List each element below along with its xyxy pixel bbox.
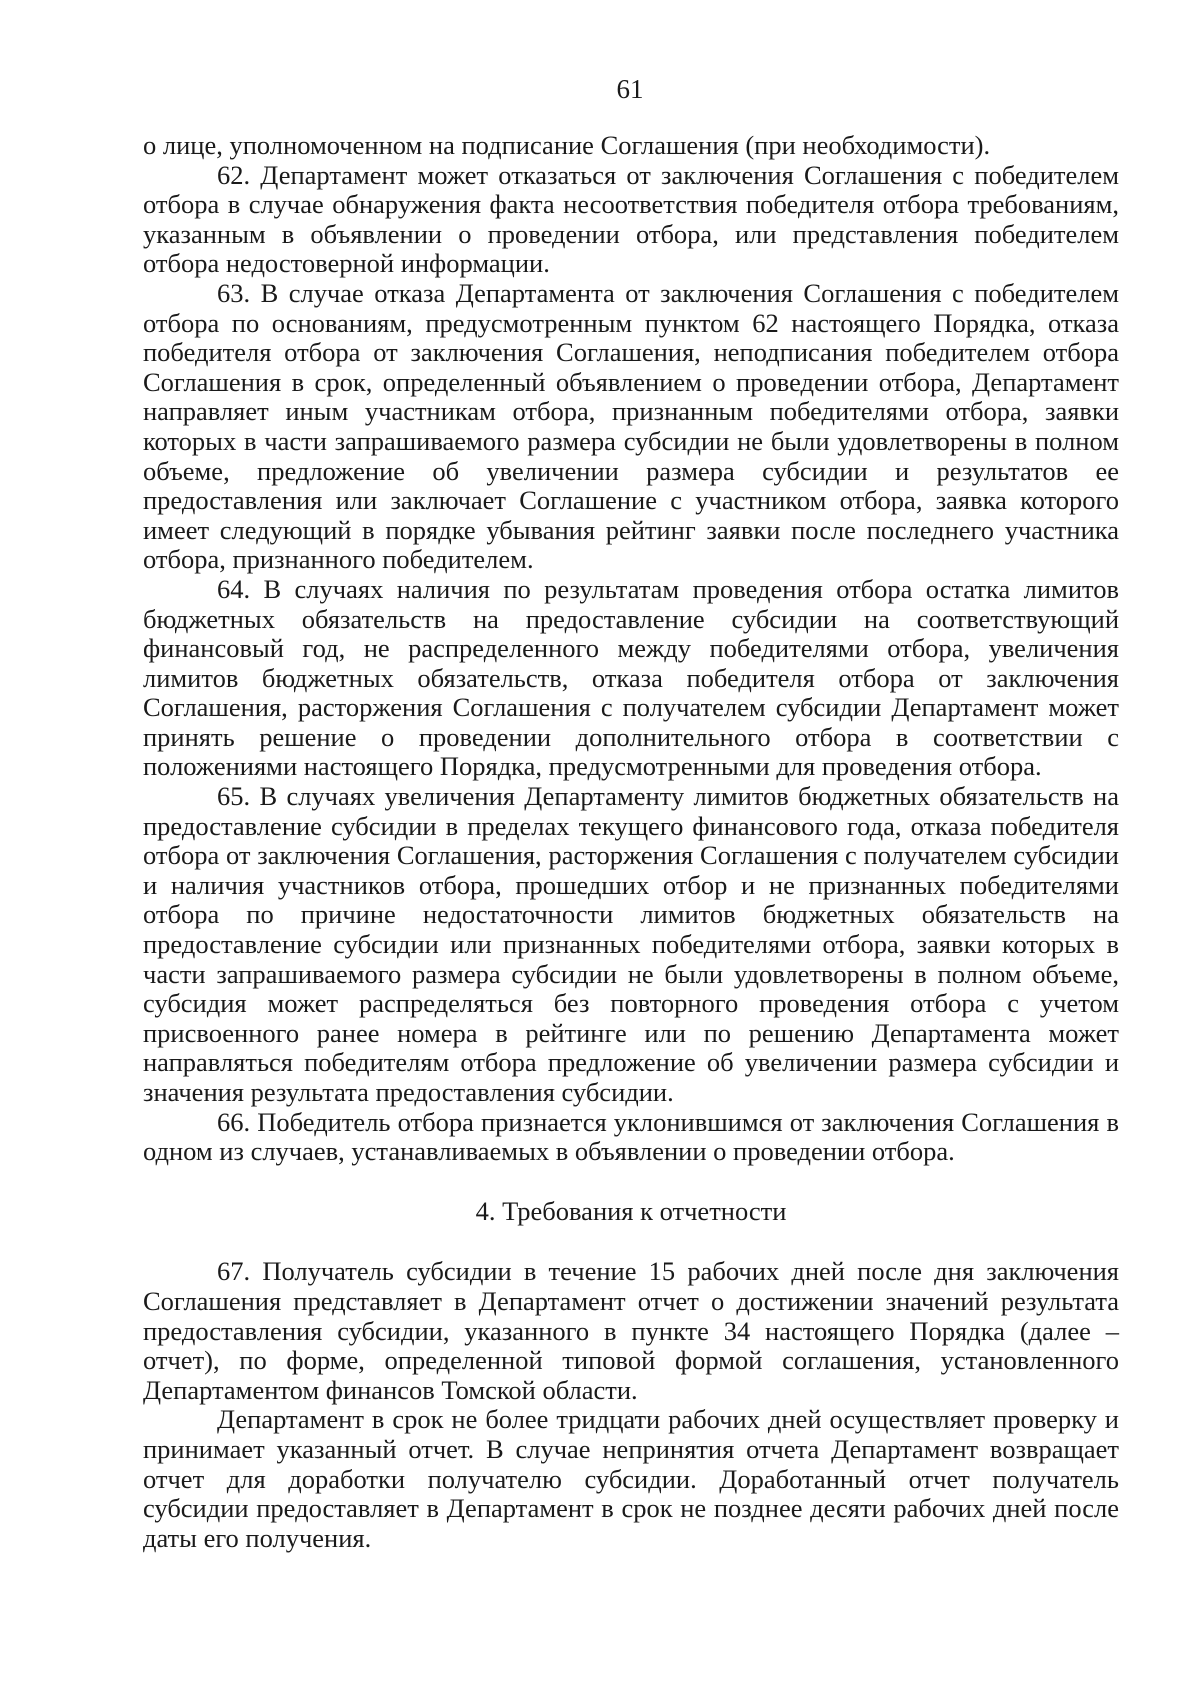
paragraph-64: 64. В случаях наличия по результатам проведения отбора остатка лимитов бюджетных обязательств на предоставление субсидии на соответствующий финансовый год, не распределенного между победителями отбора, увеличения лимитов бюджетных обязательств, отказа победителя отбора от заключения Соглашения, расторжения Соглашения с получателем субсидии Департамент может принять решение о проведении дополнительного отбора в соответствии с положениями настоящего Порядка, предусмотренными для проведения отбора. (143, 573, 1119, 782)
document-body (143, 131, 1119, 1553)
paragraph-continuation: о лице, уполномоченном на подписание Соглашения (при необходимости). (143, 130, 991, 160)
paragraph-65: 65. В случаях увеличения Департаменту лимитов бюджетных обязательств на предоставление субсидии в пределах текущего финансового года, отказа победителя отбора от заключения Соглашения, расторжения Соглашения с получателем субсидии и наличия участников отбора, прошедших отбор и не признанных победителями отбора по причине недостаточности лимитов бюджетных обязательств на предоставление субсидии или признанных победителями отбора, заявки которых в части запрашиваемого размера субсидии не были удовлетворены в полном объеме, субсидия может распределяться без повторного проведения отбора с учетом присвоенного ранее номера в рейтинге или по решению Департамента может направляться победителям отбора предложение об увеличении размера субсидии и значения результата предоставления субсидии. (143, 781, 1119, 1107)
section-heading: 4. Требования к отчетности (475, 1195, 787, 1226)
paragraph-63: 63. В случае отказа Департамента от заключения Соглашения с победителем отбора по основаниям, предусмотренным пунктом 62 настоящего Порядка, отказа победителя отбора от заключения Соглашения, неподписания победителем отбора Соглашения в срок, определенный объявлением о проведении отбора, Департамент направляет иным участникам отбора, признанным победителями отбора, заявки которых в части запрашиваемого размера субсидии не были удовлетворены в полном объеме, предложение об увеличении размера субсидии и результатов ее предоставления или заключает Соглашение с участником отбора, заявка которого имеет следующий в порядке убывания рейтинг заявки после последнего участника отбора, признанного победителем. (143, 277, 1119, 575)
paragraph-report-review: Департамент в срок не более тридцати рабочих дней осуществляет проверку и принимает указанный отчет. В случае непринятия отчета Департамент возвращает отчет для доработки получателю субсидии. Доработанный отчет получатель субсидии предоставляет в Департамент в срок не позднее десяти рабочих дней после даты его получения. (143, 1404, 1119, 1553)
page-number: 61 (616, 74, 644, 104)
paragraph-67: 67. Получатель субсидии в течение 15 рабочих дней после дня заключения Соглашения представляет в Департамент отчет о достижении значений результата предоставления субсидии, указанного в пункте 34 настоящего Порядка (далее – отчет), по форме, определенной типовой формой соглашения, установленного Департаментом финансов Томской области. (143, 1256, 1119, 1405)
paragraph-62: 62. Департамент может отказаться от заключения Соглашения с победителем отбора в случае обнаружения факта несоответствия победителя отбора требованиям, указанным в объявлении о проведении отбора, или представления победителем отбора недостоверной информации. (143, 159, 1119, 279)
paragraph-66: 66. Победитель отбора признается уклонившимся от заключения Соглашения в одном из случаев, устанавливаемых в объявлении о проведении отбора. (143, 1106, 1119, 1167)
